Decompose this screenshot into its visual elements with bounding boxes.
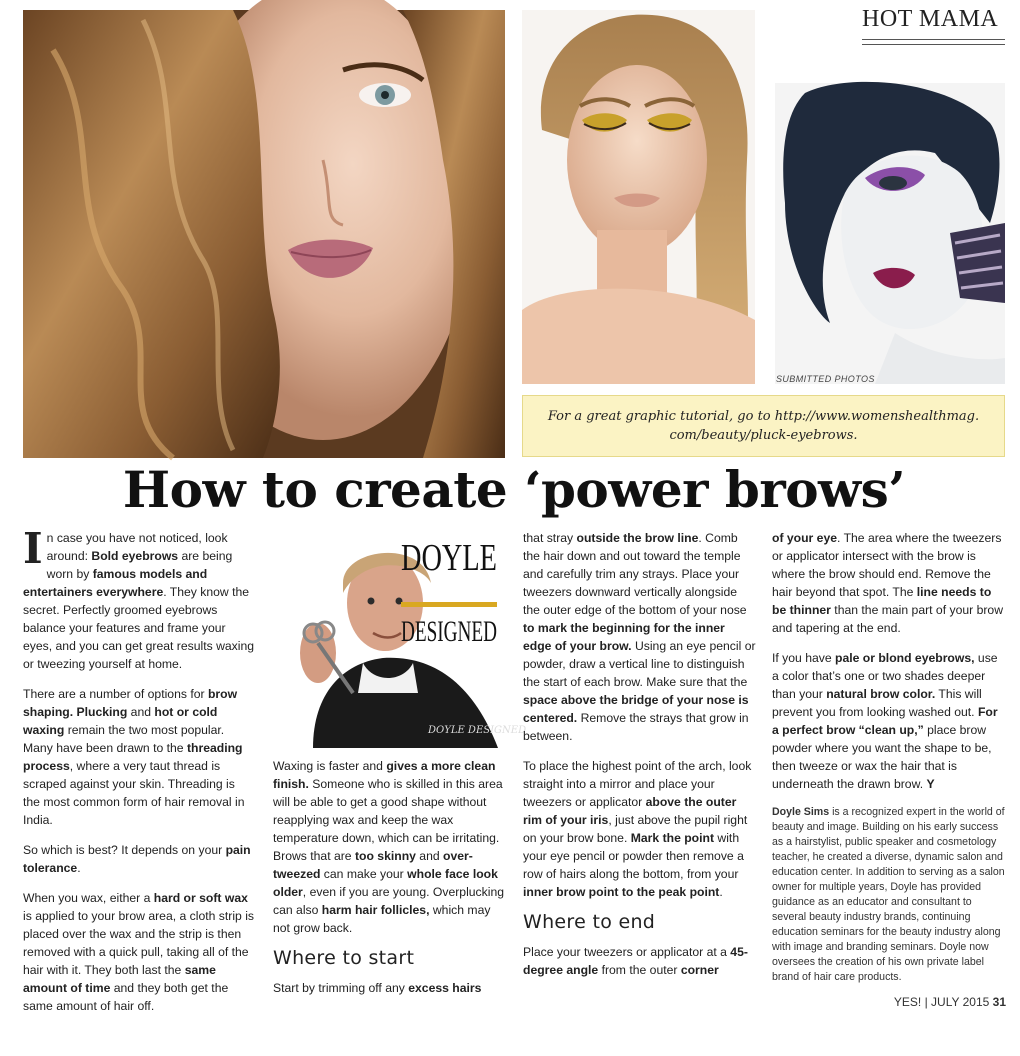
photo-credit: SUBMITTED PHOTOS bbox=[776, 374, 875, 384]
magazine-name: YES! bbox=[893, 995, 922, 1009]
logo-line-doyle: DOYLE bbox=[401, 537, 497, 579]
issue-date: JULY 2015 bbox=[931, 995, 990, 1009]
subhead-where-to-end: Where to end bbox=[523, 911, 656, 933]
gold-eyeshadow-model-photo bbox=[522, 10, 755, 384]
tip-line-1: For a great graphic tutorial, go to http://www.womenshealthmag. bbox=[547, 409, 980, 424]
paragraph-end: Place your tweezers or applicator at a 45-degree angle from the outer corner bbox=[523, 945, 748, 977]
tutorial-tip-box bbox=[522, 395, 1005, 457]
paragraph-waxing-faster: Waxing is faster and gives a more clean finish. Someone who is skilled in this area will be able to get a good shape without reapplying wax and keep the wax temperature down, which can be irritating. Brows that are too skinny and over-tweezed can make your whole face look older, even if you are young. Overplucking can also harm hair follicles, which may not grow back. bbox=[273, 759, 505, 935]
paragraph-end-continued: of your eye. The area where the tweezers or applicator intersect with the brow is where the brow should end. Remove the hair beyond that spot. The line needs to be thinner than the main part of your brow and tapering at the end. bbox=[772, 531, 1003, 635]
page-number: 31 bbox=[992, 995, 1006, 1009]
article-column-4 bbox=[772, 529, 1005, 997]
paragraph-intro: In case you have not noticed, look around: Bold eyebrows are being worn by famous models and entertainers everywhere. They know the secret. Perfectly groomed eyebrows balance your features and frame your eyes, and you can get great results waxing or tweezing yourself at home. bbox=[23, 524, 255, 671]
subhead-where-to-start: Where to start bbox=[273, 947, 415, 969]
article-headline: How to create ‘power brows’ bbox=[122, 460, 906, 519]
end-mark: Y bbox=[926, 777, 935, 791]
paragraph-arch: To place the highest point of the arch, look straight into a mirror and place your tweezers or applicator above the outer rim of your iris, just above the pupil right on your brow bone. Mark the point with your eye pencil or powder then remove a row of hairs along the bottom, from your inner brow point to the peak point. bbox=[523, 759, 752, 899]
paragraph-options: There are a number of options for brow shaping. Plucking and hot or cold waxing remain the two most popular. Many have been drawn to the threading process, where a very taut thread is scraped against your skin. Threading is the most common form of hair removal in India. bbox=[23, 687, 245, 827]
model-portrait-photo bbox=[23, 10, 505, 458]
article-column-3 bbox=[523, 529, 756, 991]
paragraph-which-is-best: So which is best? It depends on your pain tolerance. bbox=[23, 843, 251, 875]
section-title: HOT MAMA bbox=[862, 6, 999, 32]
article-column-1 bbox=[23, 524, 255, 1027]
page-folio: YES! | JULY 2015 31 bbox=[893, 995, 1006, 1009]
author-bio: Doyle Sims is a recognized expert in the world of beauty and image. Building on his early success as a hairstylist, public speaker and cosmetology teacher, he created a diverse, dynamic salon and education center. In addition to serving as a salon owner for multiple years, Doyle has provided guidance as an educator and consultant to several beauty industry brands, continuing education seminars for the beauty industry along with image and branding seminars. Doyle now oversees the creation of his own private label brand of hair care products. bbox=[772, 806, 1005, 983]
article-column-2 bbox=[273, 757, 505, 1009]
section-rule-bottom bbox=[862, 44, 1005, 45]
paragraph-trim: that stray outside the brow line. Comb the hair down and out toward the temple and carefully trim any strays. Place your tweezers downward vertically alongside the outer edge of the bottom of your nose to mark the beginning for the inner edge of your brow. Using an eye pencil or powder, draw a vertical line to distinguish the start of each brow. Make sure that the space above the bridge of your nose is centered. Remove the strays that grow in between. bbox=[523, 531, 756, 743]
svg-text:DOYLE DESIGNED: DOYLE DESIGNED bbox=[428, 725, 527, 736]
doyle-sims-photo bbox=[273, 533, 527, 748]
purple-makeup-model-photo bbox=[775, 83, 1005, 384]
logo-line-designed: DESIGNED bbox=[401, 615, 497, 648]
paragraph-waxing: When you wax, either a hard or soft wax is applied to your brow area, a cloth strip is placed over the wax and the strip is then removed with a quick pull, taking all of the hair with it. They both last the same amount of time and they both get the same amount of hair off. bbox=[23, 891, 254, 1013]
drop-cap: I bbox=[23, 524, 43, 573]
paragraph-start: Start by trimming off any excess hairs bbox=[273, 981, 482, 995]
tip-line-2: com/beauty/pluck-eyebrows. bbox=[669, 428, 858, 443]
section-rule-top bbox=[862, 39, 1005, 40]
paragraph-pale-brows: If you have pale or blond eyebrows, use a color that’s one or two shades deeper than your natural brow color. This will prevent you from looking washed out. For a perfect brow “clean up,” place brow powder where you want the shape to be, then tweeze or wax the hair that is underneath the drawn brow. Y bbox=[772, 651, 998, 791]
